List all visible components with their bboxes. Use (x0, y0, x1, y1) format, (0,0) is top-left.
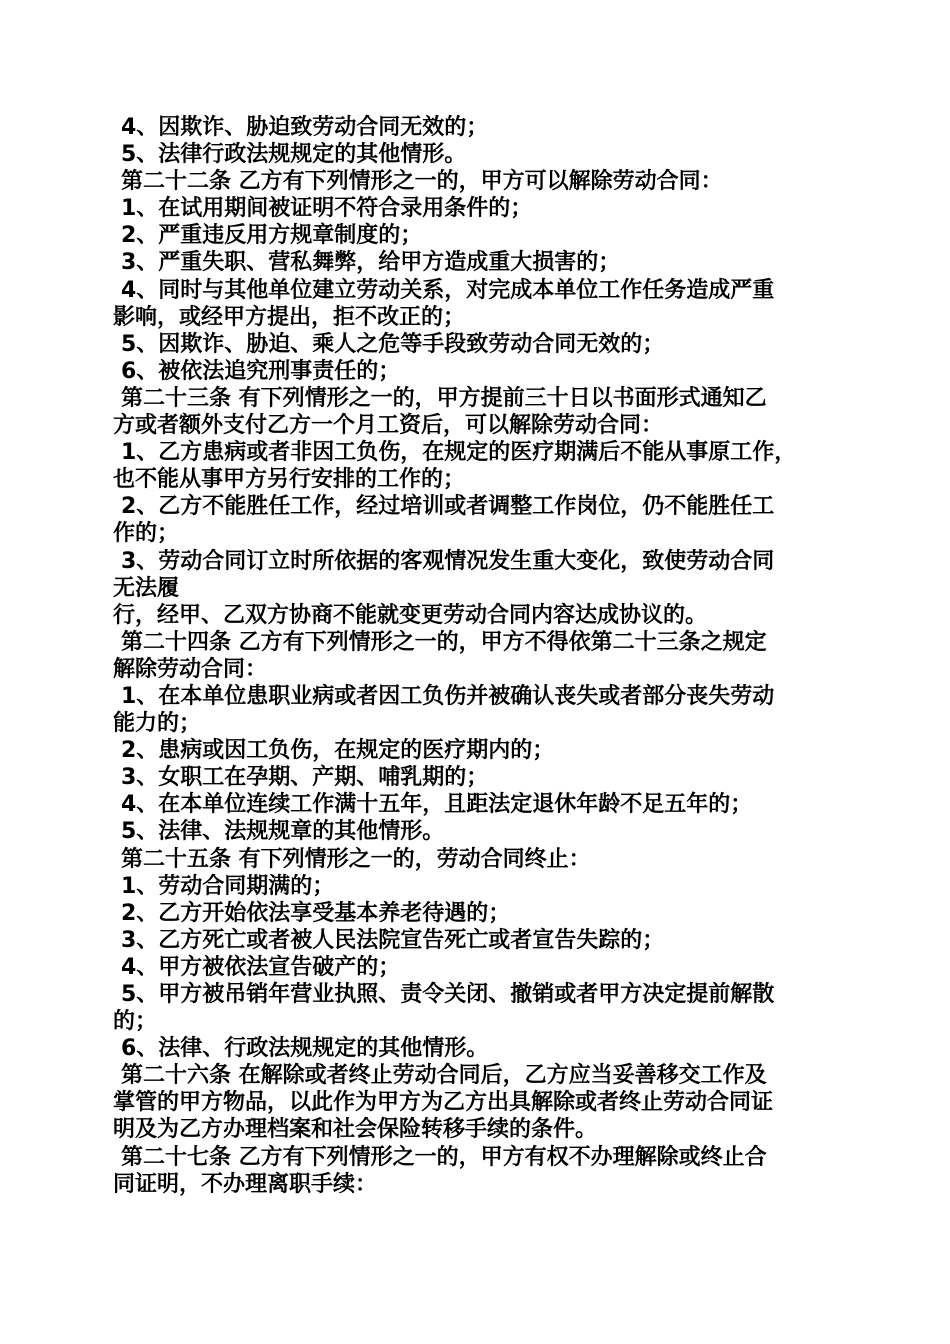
text-line: 3、劳动合同订立时所依据的客观情况发生重大变化，致使劳动合同 (121, 548, 775, 574)
text-line: 5、因欺诈、胁迫、乘人之危等手段致劳动合同无效的； (121, 331, 665, 357)
text-line: 4、因欺诈、胁迫致劳动合同无效的； (121, 115, 489, 140)
text-line: 第二十五条 有下列情形之一的，劳动合同终止： (121, 846, 591, 872)
text-line: 第二十四条 乙方有下列情形之一的，甲方不得依第二十三条之规定 (121, 629, 767, 655)
text-line: 5、法律行政法规规定的其他情形。 (121, 142, 467, 168)
text-line: 2、严重违反用方规章制度的； (121, 223, 423, 249)
text-line: 明及为乙方办理档案和社会保险转移手续的条件。 (113, 1117, 598, 1143)
text-line: 也不能从事甲方另行安排的工作的； (113, 467, 466, 493)
text-line: 2、乙方开始依法享受基本养老待遇的； (121, 900, 511, 926)
text-line: 6、被依法追究刑事责任的； (121, 358, 401, 384)
text-line: 第二十三条 有下列情形之一的，甲方提前三十日以书面形式通知乙 (121, 385, 767, 411)
text-line: 2、乙方不能胜任工作，经过培训或者调整工作岗位，仍不能胜任工 (121, 494, 775, 520)
text-line: 4、甲方被依法宣告破产的； (121, 954, 401, 980)
text-line: 无法履 (113, 575, 180, 601)
text-line: 3、乙方死亡或者被人民法院宣告死亡或者宣告失踪的； (121, 927, 665, 953)
text-line: 1、在试用期间被证明不符合录用条件的； (121, 196, 533, 222)
text-line: 掌管的甲方物品，以此作为甲方为乙方出具解除或者终止劳动合同证 (113, 1090, 774, 1116)
text-line: 3、严重失职、营私舞弊，给甲方造成重大损害的； (121, 250, 621, 276)
text-line: 5、法律、法规规章的其他情形。 (121, 819, 445, 845)
text-line: 4、同时与其他单位建立劳动关系，对完成本单位工作任务造成严重 (121, 277, 775, 303)
text-line: 同证明，不办理离职手续： (113, 1171, 378, 1197)
text-line: 第二十七条 乙方有下列情形之一的，甲方有权不办理解除或终止合 (121, 1144, 767, 1170)
text-line: 1、劳动合同期满的； (121, 873, 335, 899)
text-line: 第二十二条 乙方有下列情形之一的，甲方可以解除劳动合同： (121, 169, 723, 195)
text-line: 作的； (113, 521, 180, 547)
text-line: 4、在本单位连续工作满十五年，且距法定退休年龄不足五年的； (121, 792, 753, 818)
text-line: 3、女职工在孕期、产期、哺乳期的； (121, 765, 489, 791)
text-line: 方或者额外支付乙方一个月工资后，可以解除劳动合同： (113, 413, 664, 439)
text-line: 2、患病或因工负伤，在规定的医疗期内的； (121, 738, 555, 764)
text-line: 1、乙方患病或者非因工负伤，在规定的医疗期满后不能从事原工作， (121, 440, 797, 466)
text-line: 影响，或经甲方提出，拒不改正的； (113, 304, 466, 330)
text-line: 1、在本单位患职业病或者因工负伤并被确认丧失或者部分丧失劳动 (121, 683, 775, 709)
text-line: 第二十六条 在解除或者终止劳动合同后，乙方应当妥善移交工作及 (121, 1063, 767, 1089)
text-line: 能力的； (113, 711, 202, 737)
text-line: 解除劳动合同： (113, 656, 268, 682)
text-line: 行，经甲、乙双方协商不能就变更劳动合同内容达成协议的。 (113, 602, 708, 628)
text-line: 6、法律、行政法规规定的其他情形。 (121, 1036, 489, 1062)
text-line: 5、甲方被吊销年营业执照、责令关闭、撤销或者甲方决定提前解散 (121, 982, 775, 1007)
document-body (113, 114, 843, 1198)
text-line: 的； (113, 1009, 158, 1035)
